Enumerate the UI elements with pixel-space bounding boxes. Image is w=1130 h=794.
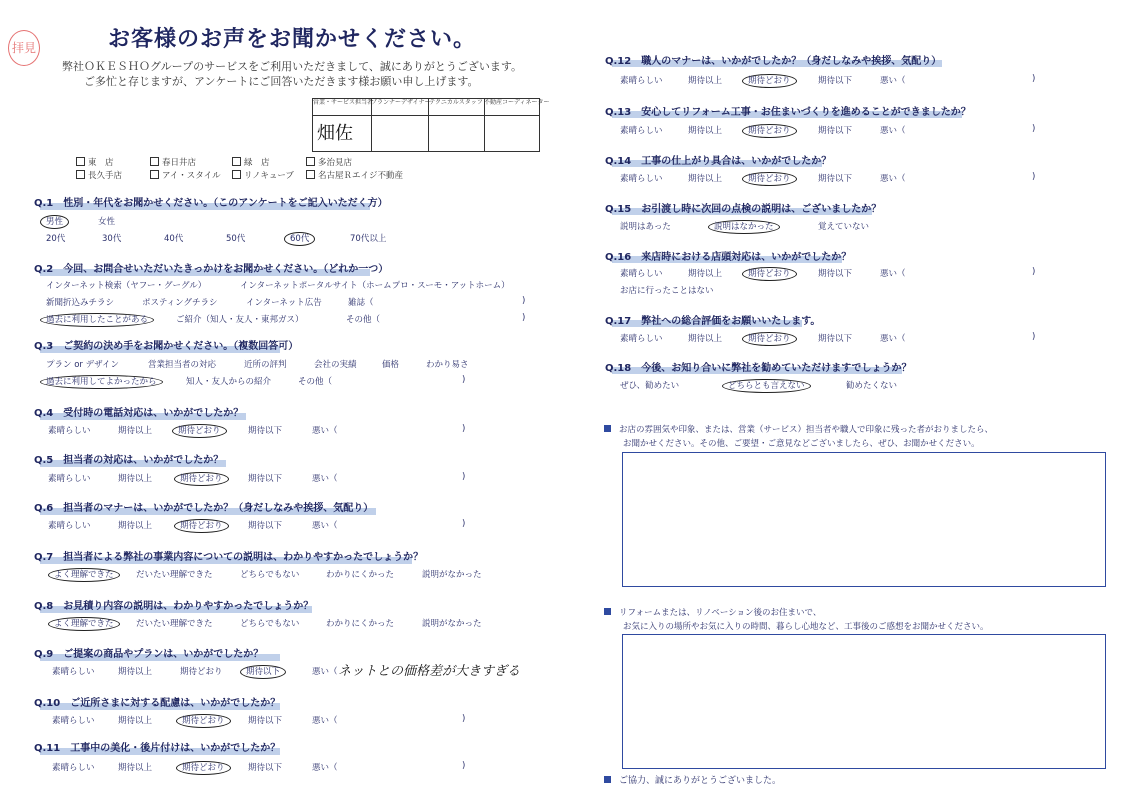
option[interactable]: わかり易さ [426, 360, 469, 370]
option[interactable]: 説明がなかった [422, 619, 482, 629]
question-heading: Q.10 ご近所さまに対する配慮は、いかがでしたか？ [34, 698, 281, 709]
option[interactable]: 悪い（ [312, 667, 338, 677]
question-heading: Q.13 安心してリフォーム工事・お住まいづくりを進めることができましたか？ [605, 107, 971, 118]
received-stamp: 拝見 [8, 30, 40, 66]
option[interactable]: 期待どおり [182, 714, 231, 726]
question-heading: Q.1 性別・年代をお聞かせください。（このアンケートをご記入いただく方） [34, 198, 388, 209]
question-heading: Q.2 今回、お問合せいただいたきっかけをお聞かせください。（どれか一つ） [34, 264, 389, 275]
question-heading: Q.18 今後、お知り合いに弊社を勧めていただけますでしょうか？ [605, 363, 912, 374]
option[interactable]: プラン or デザイン [46, 360, 120, 370]
option[interactable]: 50代 [226, 234, 246, 244]
option[interactable]: 悪い（ [312, 426, 338, 436]
option[interactable]: どちらでもない [240, 570, 300, 580]
option[interactable]: わかりにくかった [326, 619, 395, 629]
option[interactable]: どちらとも言えない [728, 379, 811, 391]
option[interactable]: 過去に利用したことがある [46, 313, 154, 325]
comment-prompt-1: お店の雰囲気や印象、または、営業（サービス）担当者や職人で印象に残った者がおりましたら、 [604, 423, 993, 435]
square-bullet-icon [604, 425, 611, 432]
comment-box-2[interactable] [622, 634, 1106, 769]
question-heading: Q.7 担当者による弊社の事業内容についての説明は、わかりやすかったでしょうか？ [34, 552, 424, 563]
option[interactable]: 素晴らしい [620, 174, 663, 184]
option: ) [462, 714, 466, 724]
option[interactable]: 期待どおり [748, 124, 797, 136]
intro-line-1: 弊社ＯＫＥＳＨＯグループのサービスをご利用いただきまして、誠にありがとうございます。 [62, 60, 523, 73]
option[interactable]: 60代 [290, 232, 315, 244]
option[interactable]: お店に行ったことはない [620, 286, 714, 296]
page-title: お客様のお声をお聞かせください。 [108, 27, 477, 52]
option[interactable]: 期待以上 [118, 474, 153, 484]
staff-name: 畑佐 [317, 123, 353, 144]
option[interactable]: 悪い（ [312, 474, 338, 484]
option: ) [462, 761, 466, 771]
option[interactable]: その他（ [346, 315, 381, 325]
option[interactable]: 覚えていない [818, 222, 870, 232]
option[interactable]: 期待どおり [178, 424, 227, 436]
option[interactable]: 近所の評判 [244, 360, 287, 370]
option[interactable]: 期待以上 [688, 126, 723, 136]
option[interactable]: 素晴らしい [52, 716, 95, 726]
option[interactable]: 期待以下 [246, 665, 286, 677]
option[interactable]: よく理解できた [54, 568, 120, 580]
question-heading: Q.15 お引渡し時に次回の点検の説明は、ございましたか？ [605, 204, 882, 215]
staff-header-sales: 営業・サービス担当者 [313, 99, 374, 106]
option[interactable]: 40代 [164, 234, 184, 244]
option[interactable]: 悪い（ [312, 763, 338, 773]
staff-header-planner: プランナーデザイナー [371, 99, 431, 106]
q9-handwritten-comment: ネットとの価格差が大きすぎる [338, 664, 521, 679]
option[interactable]: 期待以下 [248, 716, 283, 726]
option[interactable]: 期待以下 [818, 269, 853, 279]
comment-prompt-2b: お気に入りの場所やお気に入りの時間、暮らし心地など、工事後のご感想をお聞かせください。 [623, 622, 989, 632]
option[interactable]: よく理解できた [54, 617, 120, 629]
option[interactable]: わかりにくかった [326, 570, 395, 580]
option[interactable]: 期待以下 [818, 126, 853, 136]
option[interactable]: 期待以下 [248, 521, 283, 531]
option[interactable]: だいたい理解できた [136, 570, 213, 580]
option: ) [462, 424, 466, 434]
comment-box-1[interactable] [622, 452, 1106, 587]
staff-header-technical: テクニカルスタッフ [429, 99, 483, 106]
option[interactable]: 価格 [382, 360, 400, 370]
store-checkbox[interactable]: 長久手店 [76, 169, 122, 181]
store-checkbox[interactable]: 東 店 [76, 156, 114, 168]
option[interactable]: 期待どおり [748, 74, 797, 86]
question-heading: Q.8 お見積り内容の説明は、わかりやすかったでしょうか？ [34, 601, 314, 612]
option[interactable]: だいたい理解できた [136, 619, 213, 629]
option: ) [1032, 74, 1036, 84]
option[interactable]: 悪い（ [880, 174, 906, 184]
option[interactable]: 会社の実績 [314, 360, 357, 370]
option: ) [1032, 172, 1036, 182]
store-checkbox[interactable]: リノキューブ [232, 169, 294, 181]
option[interactable]: 新聞折込みチラシ [46, 298, 115, 308]
option[interactable]: どちらでもない [240, 619, 300, 629]
question-heading: Q.16 来店時における店頭対応は、いかがでしたか？ [605, 252, 852, 263]
option[interactable]: 20代 [46, 234, 66, 244]
option: ) [522, 313, 526, 323]
question-heading: Q.6 担当者のマナーは、いかがでしたか？（身だしなみや挨拶、気配り） [34, 503, 374, 514]
question-heading: Q.12 職人のマナーは、いかがでしたか？（身だしなみや挨拶、気配り） [605, 56, 942, 67]
option[interactable]: 期待以下 [818, 334, 853, 344]
option[interactable]: 素晴らしい [48, 426, 91, 436]
option[interactable]: 期待どおり [182, 761, 231, 773]
option[interactable]: 素晴らしい [48, 521, 91, 531]
option[interactable]: 期待以上 [688, 174, 723, 184]
square-bullet-icon [604, 776, 611, 783]
option[interactable]: 30代 [102, 234, 122, 244]
option[interactable]: 勧めたくない [846, 381, 898, 391]
option[interactable]: 悪い（ [880, 269, 906, 279]
option[interactable]: 期待以上 [118, 521, 153, 531]
question-heading: Q.5 担当者の対応は、いかがでしたか？ [34, 455, 224, 466]
option[interactable]: 素晴らしい [620, 76, 663, 86]
option[interactable]: 男性 [46, 215, 69, 227]
option[interactable]: ぜひ、勧めたい [620, 381, 680, 391]
question-heading: Q.3 ご契約の決め手をお聞かせください。（複数回答可） [34, 341, 299, 352]
option[interactable]: 期待以下 [248, 474, 283, 484]
intro-line-2: ご多忙と存じますが、アンケートにご回答いただきます様お願い申し上げます。 [84, 75, 479, 88]
square-bullet-icon [604, 608, 611, 615]
option[interactable]: 期待どおり [180, 667, 223, 677]
option[interactable]: 期待どおり [748, 332, 797, 344]
option[interactable]: 悪い（ [880, 126, 906, 136]
question-heading: Q.9 ご提案の商品やプランは、いかがでしたか？ [34, 649, 264, 660]
option[interactable]: インターネットポータルサイト（ホームプロ・スーモ・アットホーム） [240, 281, 510, 291]
question-heading: Q.14 工事の仕上がり具合は、いかがでしたか？ [605, 156, 832, 167]
option[interactable]: 素晴らしい [52, 667, 95, 677]
option[interactable]: 素晴らしい [48, 474, 91, 484]
store-checkbox[interactable]: アイ・スタイル [150, 169, 221, 181]
option[interactable]: 期待以上 [688, 269, 723, 279]
option[interactable]: 説明はあった [620, 222, 671, 232]
option[interactable]: 期待以下 [248, 763, 283, 773]
option[interactable]: 説明はなかった [714, 220, 780, 232]
footer-thanks: ご協力、誠にありがとうございました。 [604, 773, 781, 786]
store-checkbox[interactable]: 名古屋Ｒエイジ不動産 [306, 169, 403, 181]
option[interactable]: 説明がなかった [422, 570, 482, 580]
option[interactable]: 期待以上 [688, 76, 723, 86]
option: ) [1032, 267, 1036, 277]
option[interactable]: 過去に利用してよかったから [46, 375, 163, 387]
option[interactable]: 女性 [98, 217, 116, 227]
option[interactable]: ご紹介（知人・友人・東邦ガス） [176, 315, 304, 325]
option: ) [1032, 332, 1036, 342]
option[interactable]: 知人・友人からの紹介 [186, 377, 272, 387]
option[interactable]: インターネット検索（ヤフー・グーグル） [46, 281, 207, 291]
option[interactable]: 期待どおり [180, 472, 229, 484]
option[interactable]: 期待以下 [248, 426, 283, 436]
option[interactable]: 期待以上 [118, 716, 153, 726]
option[interactable]: 悪い（ [312, 521, 338, 531]
option: ) [522, 296, 526, 306]
option[interactable]: 期待以上 [118, 763, 153, 773]
option[interactable]: 悪い（ [312, 716, 338, 726]
option[interactable]: 営業担当者の対応 [148, 360, 217, 370]
option[interactable]: 期待以上 [688, 334, 723, 344]
question-heading: Q.11 工事中の美化・後片付けは、いかがでしたか？ [34, 743, 281, 754]
option[interactable]: 期待どおり [748, 172, 797, 184]
question-heading: Q.4 受付時の電話対応は、いかがでしたか？ [34, 408, 244, 419]
option[interactable]: ポスティングチラシ [142, 298, 218, 308]
comment-prompt-2: リフォームまたは、リノベーション後のお住まいで、 [604, 606, 821, 618]
option[interactable]: 悪い（ [880, 334, 906, 344]
staff-header-realestate: 不動産コーディネーター [484, 99, 550, 106]
option: ) [462, 519, 466, 529]
option[interactable]: インターネット広告 [246, 298, 322, 308]
option[interactable]: 期待以下 [818, 174, 853, 184]
option[interactable]: 70代以上 [350, 234, 387, 244]
option: ) [462, 472, 466, 482]
option[interactable]: 素晴らしい [52, 763, 95, 773]
option[interactable]: 期待どおり [180, 519, 229, 531]
store-checkbox[interactable]: 多治見店 [306, 156, 352, 168]
option[interactable]: 期待以上 [118, 426, 153, 436]
store-checkbox[interactable]: 緑 店 [232, 156, 270, 168]
option[interactable]: 素晴らしい [620, 269, 663, 279]
option[interactable]: 素晴らしい [620, 126, 663, 136]
staff-table [312, 98, 550, 152]
option[interactable]: 素晴らしい [620, 334, 663, 344]
option: ) [1032, 124, 1036, 134]
option[interactable]: その他（ [298, 377, 333, 387]
option[interactable]: 雑誌（ [348, 298, 374, 308]
option[interactable]: 期待以下 [818, 76, 853, 86]
option[interactable]: 期待どおり [748, 267, 797, 279]
question-heading: Q.17 弊社への総合評価をお願いいたします。 [605, 316, 821, 327]
option[interactable]: 悪い（ [880, 76, 906, 86]
option: ) [462, 375, 466, 385]
store-checkbox[interactable]: 春日井店 [150, 156, 196, 168]
comment-prompt-1b: お聞かせください。その他、ご要望・ご意見などございましたら、ぜひ、お聞かせください。 [623, 439, 980, 449]
option[interactable]: 期待以上 [118, 667, 153, 677]
